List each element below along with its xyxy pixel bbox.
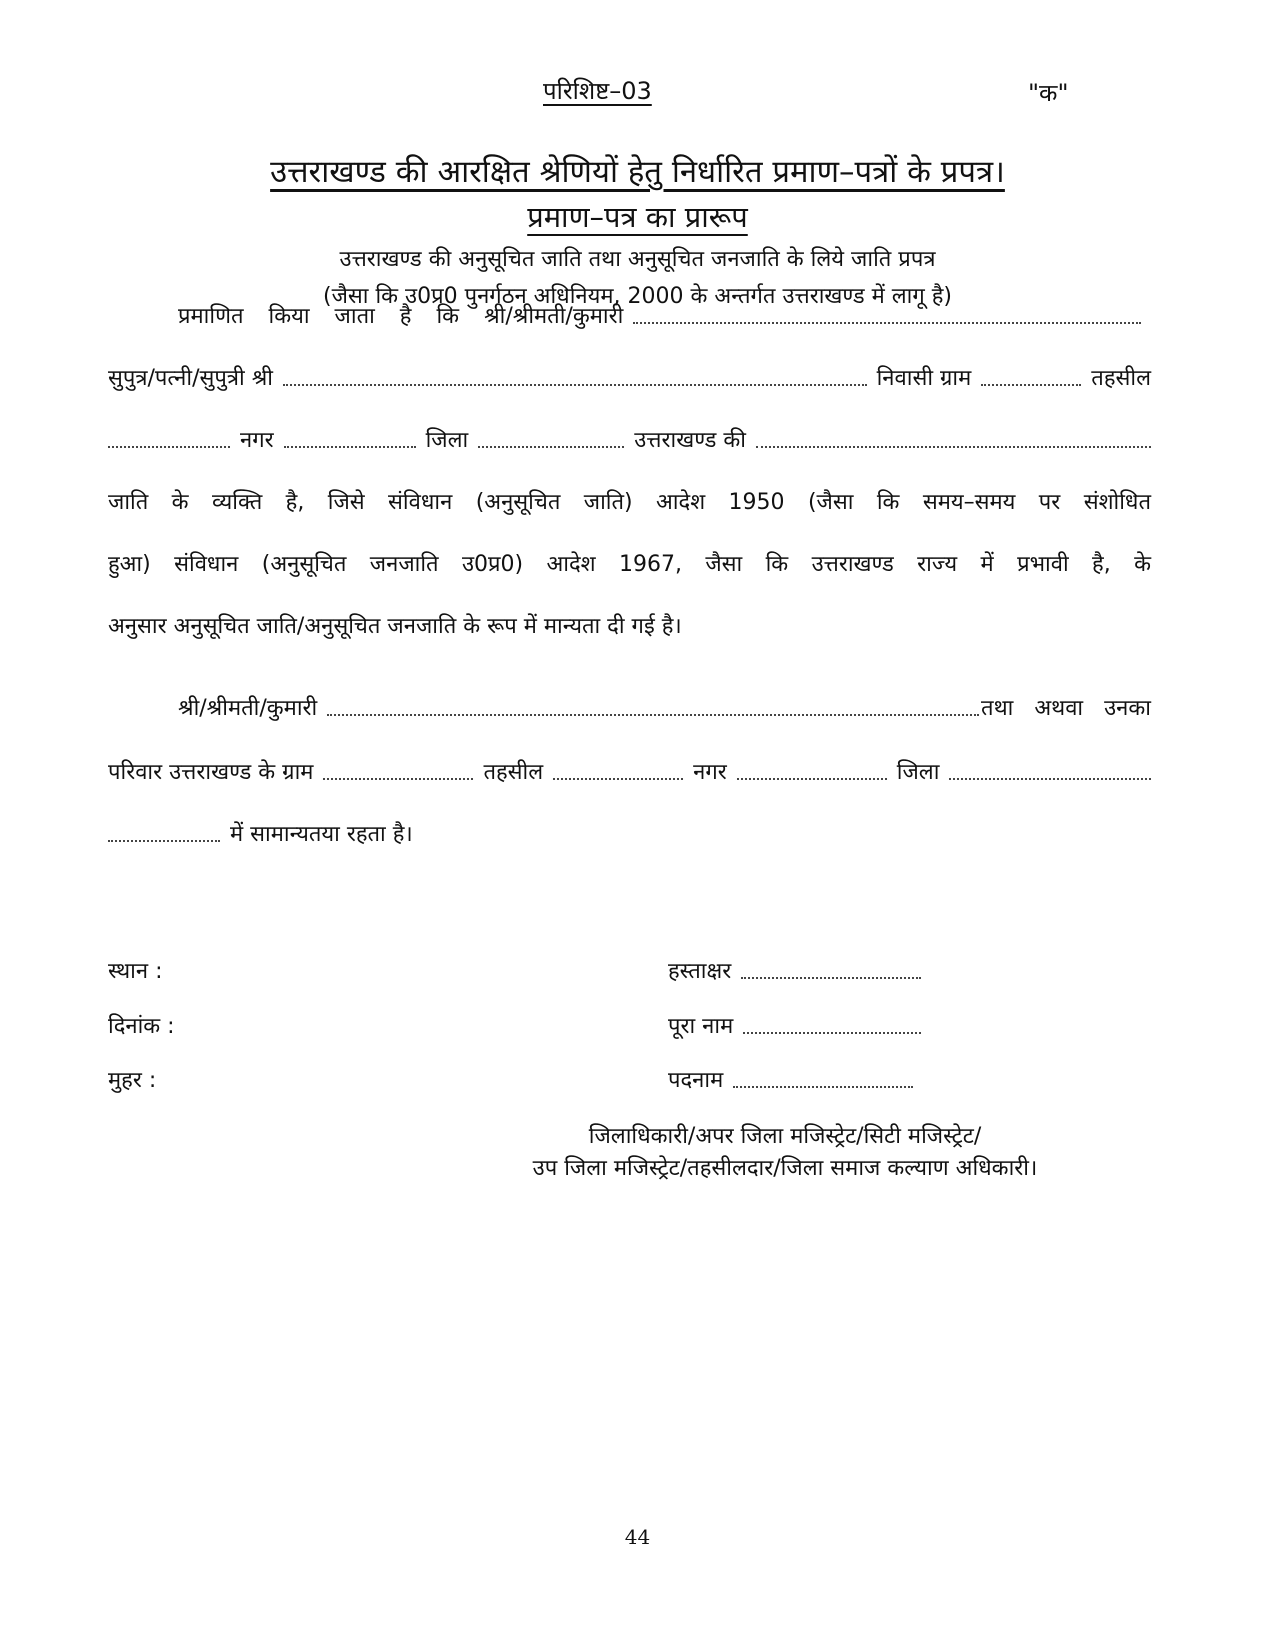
designation-label: पदनाम bbox=[668, 1068, 724, 1093]
caption-line-2: (जैसा कि उ0प्र0 पुनर्गठन अधिनियम, 2000 के अन्तर्गत उत्तराखण्ड में लागू है) bbox=[322, 284, 953, 309]
uttarakhand-of-label: उत्तराखण्ड की bbox=[634, 428, 747, 453]
address-line bbox=[108, 424, 1151, 454]
designation-blank[interactable] bbox=[733, 1086, 913, 1088]
appendix-label: परिशिष्ट–03 bbox=[543, 77, 652, 105]
family-tehsil-label: तहसील bbox=[483, 760, 544, 785]
relation-line bbox=[108, 362, 1151, 392]
village-blank[interactable] bbox=[981, 384, 1081, 386]
nagar-blank[interactable] bbox=[284, 446, 416, 448]
document-subtitle: प्रमाण–पत्र का प्रारूप bbox=[527, 200, 748, 234]
family-village-blank[interactable] bbox=[323, 778, 473, 780]
seal-label: मुहर : bbox=[108, 1068, 157, 1093]
nagar-label: नगर bbox=[240, 428, 274, 453]
family-line bbox=[108, 756, 1151, 786]
district-label: जिला bbox=[425, 428, 469, 453]
family-tehsil-blank[interactable] bbox=[553, 778, 683, 780]
date-label: दिनांक : bbox=[108, 1014, 175, 1039]
and-or-family-label: तथा अथवा उनका bbox=[981, 696, 1151, 721]
district-blank[interactable] bbox=[478, 446, 624, 448]
form-marker: "क" bbox=[1028, 79, 1069, 107]
document-title: उत्तराखण्ड की आरक्षित श्रेणियों हेतु निर्धारित प्रमाण–पत्रों के प्रपत्र। bbox=[270, 154, 1005, 190]
full-name-blank[interactable] bbox=[743, 1032, 921, 1034]
family-village-label: परिवार उत्तराखण्ड के ग्राम bbox=[108, 760, 314, 785]
authority-line-1: जिलाधिकारी/अपर जिला मजिस्ट्रेट/सिटी मजिस्ट्रेट/ bbox=[588, 1124, 982, 1149]
designation-field bbox=[668, 1064, 923, 1094]
caption-line-1: उत्तराखण्ड की अनुसूचित जाति तथा अनुसूचित जनजाति के लिये जाति प्रपत्र bbox=[339, 247, 936, 272]
family-nagar-label: नगर bbox=[693, 760, 727, 785]
signature-label: हस्ताक्षर bbox=[668, 959, 732, 984]
place-label: स्थान : bbox=[108, 959, 163, 984]
family-nagar-blank[interactable] bbox=[737, 778, 887, 780]
tehsil-label: तहसील bbox=[1091, 366, 1151, 391]
paragraph-line-3: अनुसार अनुसूचित जाति/अनुसूचित जनजाति के रूप में मान्यता दी गई है। bbox=[108, 614, 682, 639]
full-name-field bbox=[668, 1010, 931, 1040]
relation-label: सुपुत्र/पत्नी/सुपुत्री श्री bbox=[108, 366, 273, 391]
person-name-blank[interactable] bbox=[327, 714, 979, 716]
family-district-blank[interactable] bbox=[949, 778, 1151, 780]
full-name-label: पूरा नाम bbox=[668, 1014, 734, 1039]
person-label: श्री/श्रीमती/कुमारी bbox=[178, 696, 318, 721]
certify-text: प्रमाणित किया जाता है कि श्री/श्रीमती/कुमारी bbox=[178, 304, 624, 329]
resident-village-label: निवासी ग्राम bbox=[876, 366, 972, 391]
signature-blank[interactable] bbox=[741, 977, 921, 979]
certify-line bbox=[178, 300, 1151, 330]
resides-line bbox=[108, 818, 1151, 848]
page-number: 44 bbox=[624, 1525, 651, 1549]
father-name-blank[interactable] bbox=[283, 384, 867, 386]
authority-line-2: उप जिला मजिस्ट्रेट/तहसीलदार/जिला समाज कल्याण अधिकारी। bbox=[532, 1156, 1038, 1181]
paragraph-line-2: हुआ) संविधान (अनुसूचित जनजाति उ0प्र0) आदेश 1967, जैसा कि उत्तराखण्ड राज्य में प्रभावी है, के bbox=[108, 552, 1151, 577]
caste-blank[interactable] bbox=[756, 446, 1151, 448]
signature-field bbox=[668, 955, 931, 985]
tehsil-blank[interactable] bbox=[108, 446, 230, 448]
resides-blank[interactable] bbox=[108, 840, 220, 842]
name-blank[interactable] bbox=[633, 322, 1141, 324]
family-district-label: जिला bbox=[896, 760, 940, 785]
person-line bbox=[178, 692, 1151, 722]
paragraph-line-1: जाति के व्यक्ति है, जिसे संविधान (अनुसूचित जाति) आदेश 1950 (जैसा कि समय–समय पर संशोधित bbox=[108, 490, 1151, 515]
resides-text: में सामान्यतया रहता है। bbox=[230, 822, 413, 847]
